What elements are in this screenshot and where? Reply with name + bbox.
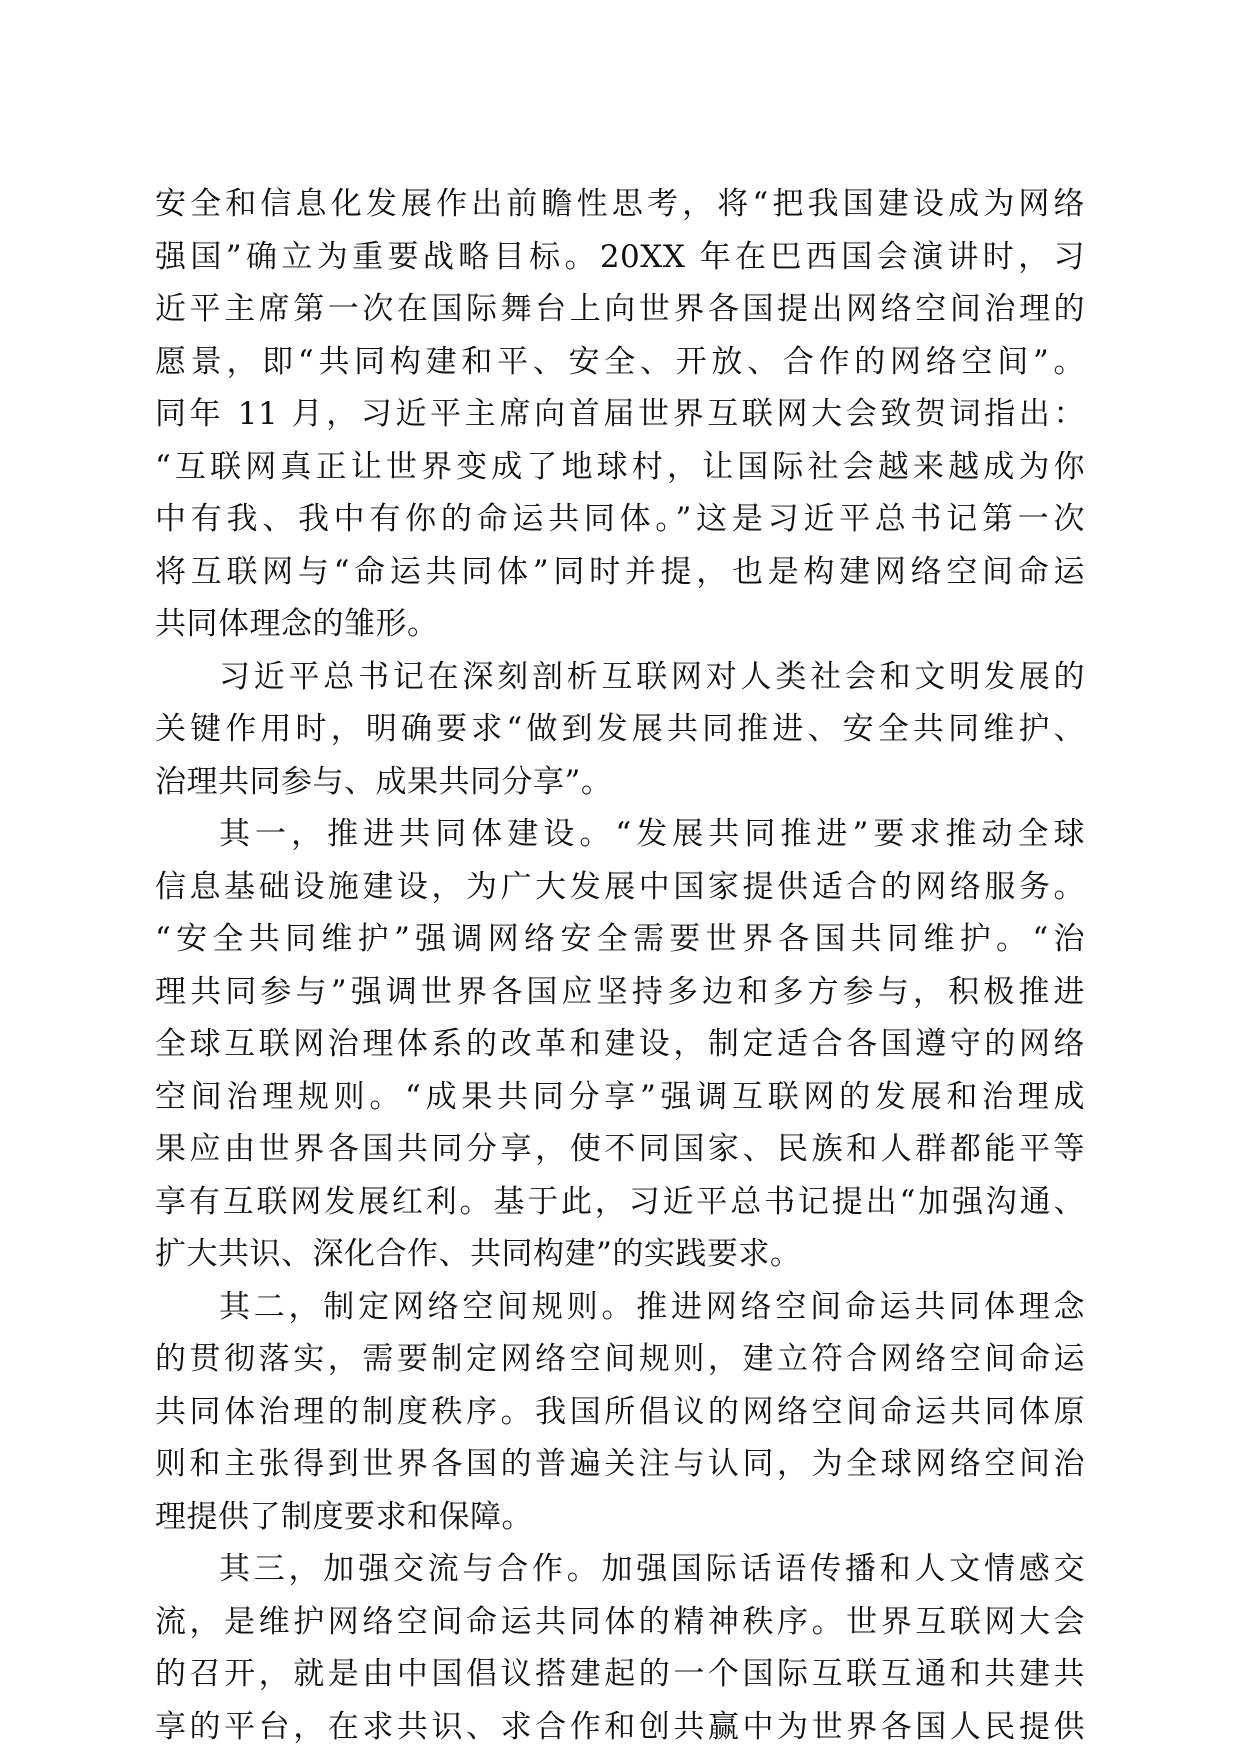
- text-line-28: 流，是维护网络空间命运共同体的精神秩序。世界互联网大会: [155, 1603, 1085, 1640]
- text-line-30: 享的平台，在求共识、求合作和创共赢中为世界各国人民提供: [155, 1708, 1085, 1745]
- text-line-4: 愿景，即“共同构建和平、安全、开放、合作的网络空间”。: [155, 343, 1085, 380]
- text-line-17: 全球互联网治理体系的改革和建设，制定适合各国遵守的网络: [155, 1026, 1085, 1062]
- text-line-20: 享有互联网发展红利。基于此，习近平总书记提出“加强沟通、: [155, 1183, 1085, 1220]
- text-line-10: 习近平总书记在深刻剖析互联网对人类社会和文明发展的: [219, 658, 1085, 695]
- text-line-11: 关键作用时，明确要求“做到发展共同推进、安全共同维护、: [155, 711, 1085, 747]
- text-line-21: 扩大共识、深化合作、共同构建”的实践要求。: [155, 1236, 802, 1272]
- text-line-26: 理提供了制度要求和保障。: [155, 1498, 533, 1535]
- text-line-5: 同年 11 月，习近平主席向首届世界互联网大会致贺词指出：: [155, 396, 1085, 432]
- text-line-25: 则和主张得到世界各国的普遍关注与认同，为全球网络空间治: [155, 1446, 1085, 1482]
- text-line-22: 其二，制定网络空间规则。推进网络空间命运共同体理念: [219, 1288, 1085, 1325]
- text-line-12: 治理共同参与、成果共同分享”。: [155, 763, 613, 800]
- text-line-15: “安全共同维护”强调网络安全需要世界各国共同维护。“治: [155, 921, 1085, 957]
- text-line-16: 理共同参与”强调世界各国应坚持多边和多方参与，积极推进: [155, 973, 1085, 1010]
- text-line-23: 的贯彻落实，需要制定网络空间规则，建立符合网络空间命运: [155, 1341, 1085, 1377]
- text-line-29: 的召开，就是由中国倡议搭建起的一个国际互联互通和共建共: [155, 1656, 1085, 1692]
- body-text: [155, 178, 1085, 1753]
- text-line-18: 空间治理规则。“成果共同分享”强调互联网的发展和治理成: [155, 1078, 1085, 1115]
- text-line-7: 中有我、我中有你的命运共同体。”这是习近平总书记第一次: [155, 501, 1085, 537]
- text-line-6: “互联网真正让世界变成了地球村，让国际社会越来越成为你: [155, 448, 1085, 485]
- text-line-2: 强国”确立为重要战略目标。20XX 年在巴西国会演讲时，习: [155, 238, 1085, 275]
- text-line-19: 果应由世界各国共同分享，使不同国家、民族和人群都能平等: [155, 1131, 1085, 1167]
- text-line-13: 其一，推进共同体建设。“发展共同推进”要求推动全球: [219, 816, 1085, 852]
- text-line-8: 将互联网与“命运共同体”同时并提，也是构建网络空间命运: [155, 553, 1085, 590]
- text-line-3: 近平主席第一次在国际舞台上向世界各国提出网络空间治理的: [155, 291, 1085, 327]
- text-line-24: 共同体治理的制度秩序。我国所倡议的网络空间命运共同体原: [155, 1393, 1085, 1430]
- text-line-9: 共同体理念的雏形。: [155, 606, 439, 642]
- text-line-1: 安全和信息化发展作出前瞻性思考，将“把我国建设成为网络: [155, 186, 1085, 222]
- text-line-14: 信息基础设施建设，为广大发展中国家提供适合的网络服务。: [155, 868, 1085, 905]
- text-line-27: 其三，加强交流与合作。加强国际话语传播和人文情感交: [219, 1551, 1085, 1587]
